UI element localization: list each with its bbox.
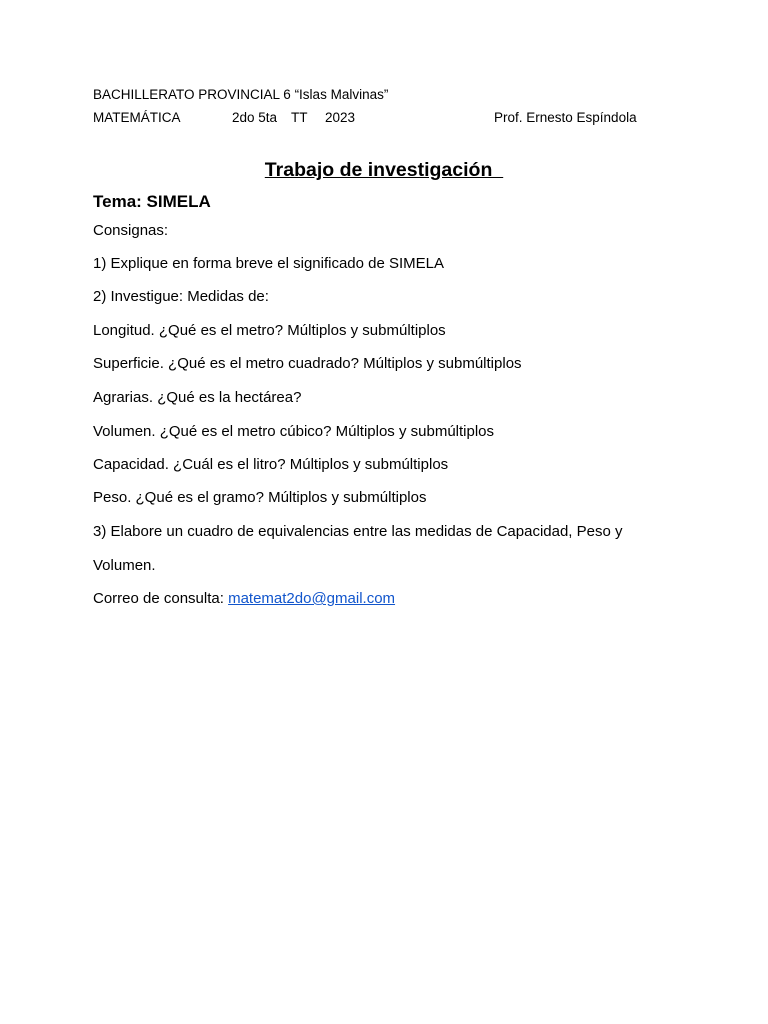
topic-heading: Tema: SIMELA	[93, 192, 211, 211]
measure-agrarian: Agrarias. ¿Qué es la hectárea?	[93, 389, 302, 406]
measure-capacity: Capacidad. ¿Cuál es el litro? Múltiplos y submúltiplos	[93, 456, 449, 473]
instruction-item-2: 2) Investigue: Medidas de:	[93, 288, 269, 305]
course-label: 2do 5ta	[232, 110, 278, 125]
teacher-name: Prof. Ernesto Espíndola	[494, 110, 637, 125]
document-title-wrapper	[0, 158, 768, 182]
instruction-item-1: 1) Explique en forma breve el significado de SIMELA	[93, 255, 445, 272]
school-name: BACHILLERATO PROVINCIAL 6 “Islas Malvinas”	[93, 87, 389, 102]
subject-label: MATEMÁTICA	[93, 110, 181, 125]
measure-surface: Superficie. ¿Qué es el metro cuadrado? Múltiplos y submúltiplos	[93, 355, 522, 372]
instruction-item-3: 3) Elabore un cuadro de equivalencias entre las medidas de Capacidad, Peso y	[93, 523, 623, 540]
document-title: Trabajo de investigación	[264, 159, 504, 181]
contact-label: Correo de consulta:	[93, 590, 229, 607]
contact-email-link[interactable]: matemat2do@gmail.com	[228, 590, 396, 607]
instructions-label: Consignas:	[93, 222, 169, 239]
shift-label: TT	[291, 110, 308, 125]
contact-line	[93, 590, 395, 608]
measure-length: Longitud. ¿Qué es el metro? Múltiplos y submúltiplos	[93, 322, 446, 339]
instruction-item-3-continued: Volumen.	[93, 557, 156, 574]
measure-volume: Volumen. ¿Qué es el metro cúbico? Múltiplos y submúltiplos	[93, 423, 495, 440]
measure-weight: Peso. ¿Qué es el gramo? Múltiplos y submúltiplos	[93, 489, 427, 506]
year-label: 2023	[325, 110, 356, 125]
